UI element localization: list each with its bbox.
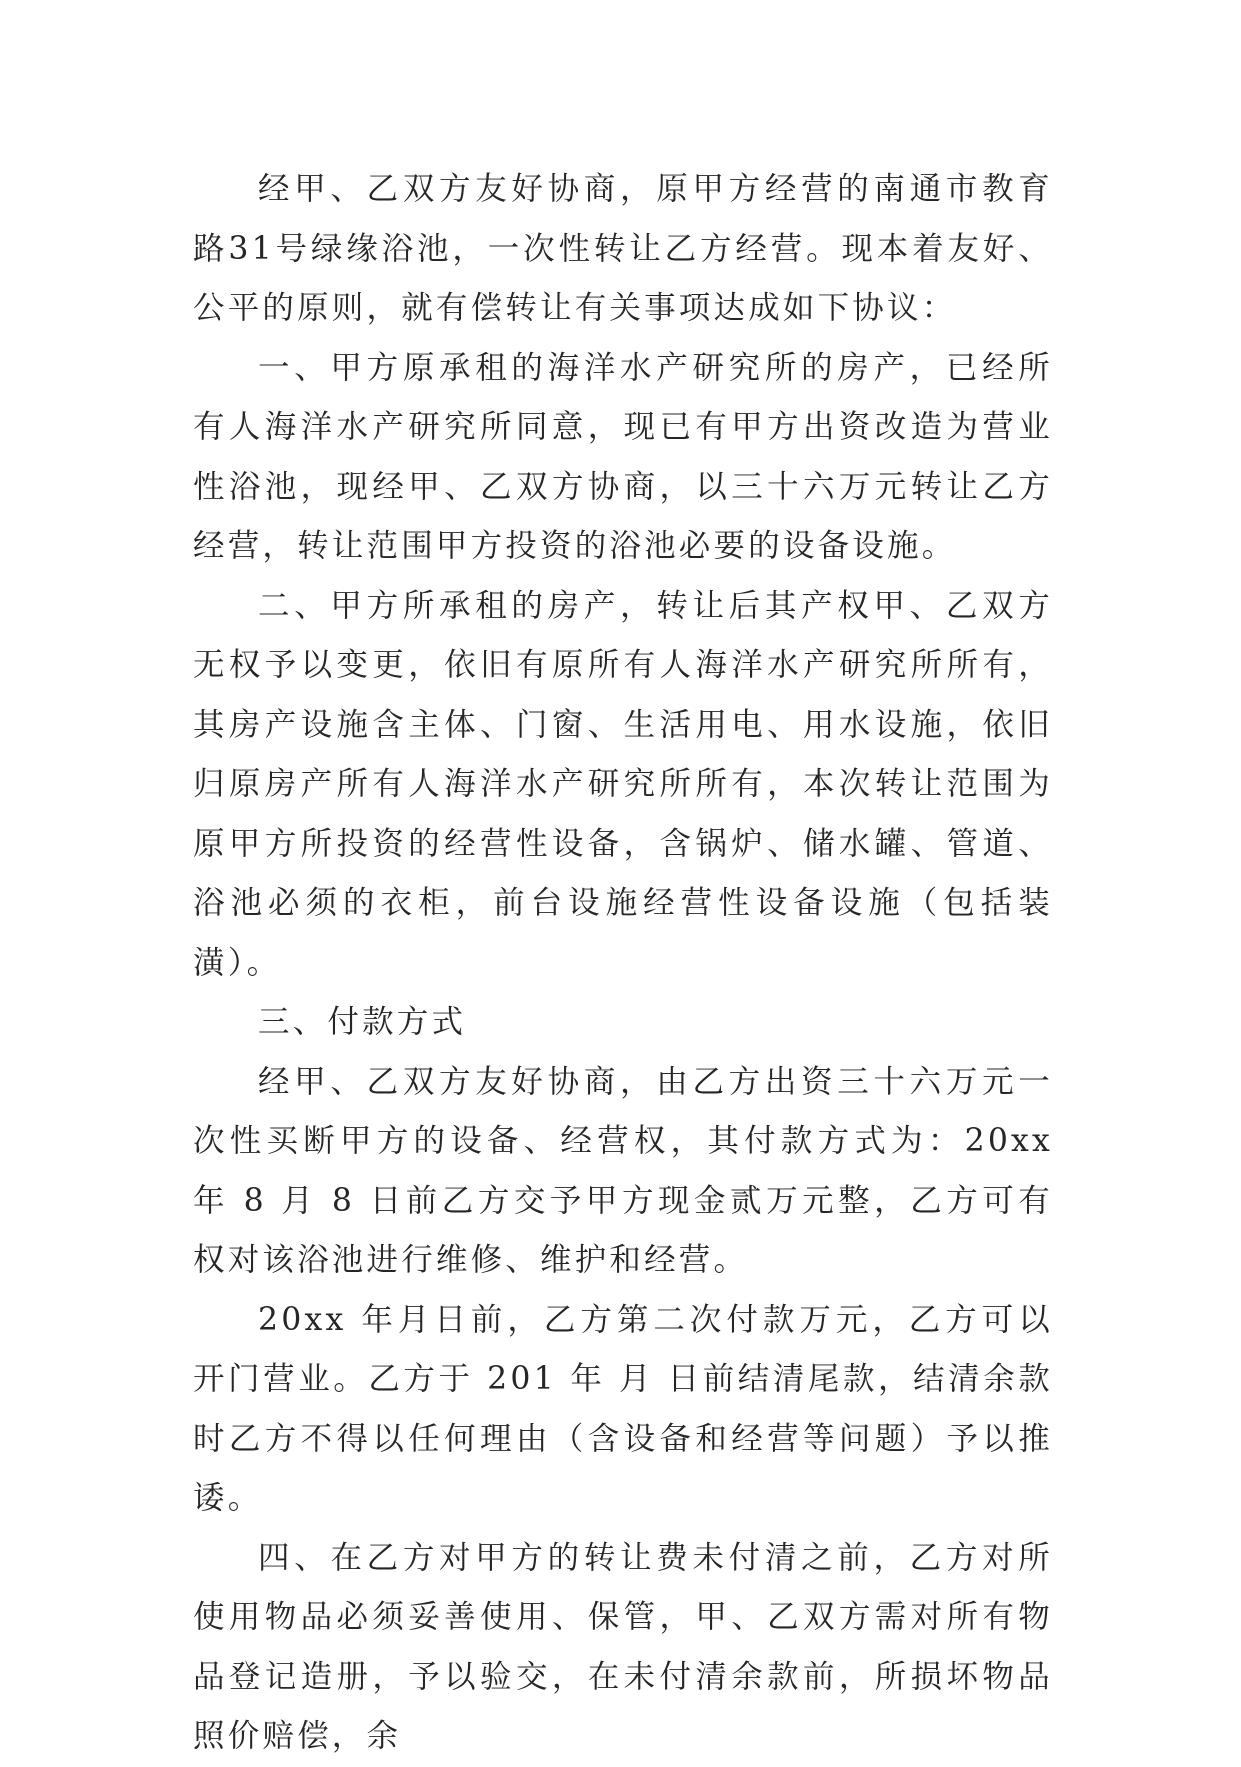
paragraph-clause-4: 四、在乙方对甲方的转让费未付清之前，乙方对所使用物品必须妥善使用、保管，甲、乙双方需对所有物品登记造册，予以验交，在未付清余款前，所损坏物品照价赔偿，余 xyxy=(193,1539,1053,1754)
paragraph-clause-2: 二、甲方所承租的房产，转让后其产权甲、乙双方无权予以变更，依旧有原所有人海洋水产研究所所有，其房产设施含主体、门窗、生活用电、用水设施，依旧归原房产所有人海洋水产研究所所有，本次转让范围为原甲方所投资的经营性设备，含锅炉、储水罐、管道、浴池必须的衣柜，前台设施经营性设备设施（包括装潢）。 xyxy=(193,587,1053,981)
paragraph-payment-terms: 经甲、乙双方友好协商，由乙方出资三十六万元一次性买断甲方的设备、经营权，其付款方式为：20xx 年 8 月 8 日前乙方交予甲方现金贰万元整，乙方可有权对该浴池进行维修、维护和经营。 xyxy=(193,1063,1053,1278)
paragraph-clause-3-heading: 三、付款方式 xyxy=(258,1004,467,1040)
paragraph-clause-1: 一、甲方原承租的海洋水产研究所的房产，已经所有人海洋水产研究所同意，现已有甲方出资改造为营业性浴池，现经甲、乙双方协商，以三十六万元转让乙方经营，转让范围甲方投资的浴池必要的设备设施。 xyxy=(193,349,1053,564)
document-body xyxy=(193,160,1053,1767)
paragraph-second-payment: 20xx 年月日前，乙方第二次付款万元，乙方可以开门营业。乙方于 201 年 月 日前结清尾款，结清余款时乙方不得以任何理由（含设备和经营等问题）予以推诿。 xyxy=(193,1301,1053,1516)
paragraph-intro: 经甲、乙双方友好协商，原甲方经营的南通市教育路31号绿缘浴池，一次性转让乙方经营。现本着友好、公平的原则，就有偿转让有关事项达成如下协议： xyxy=(193,171,1053,326)
